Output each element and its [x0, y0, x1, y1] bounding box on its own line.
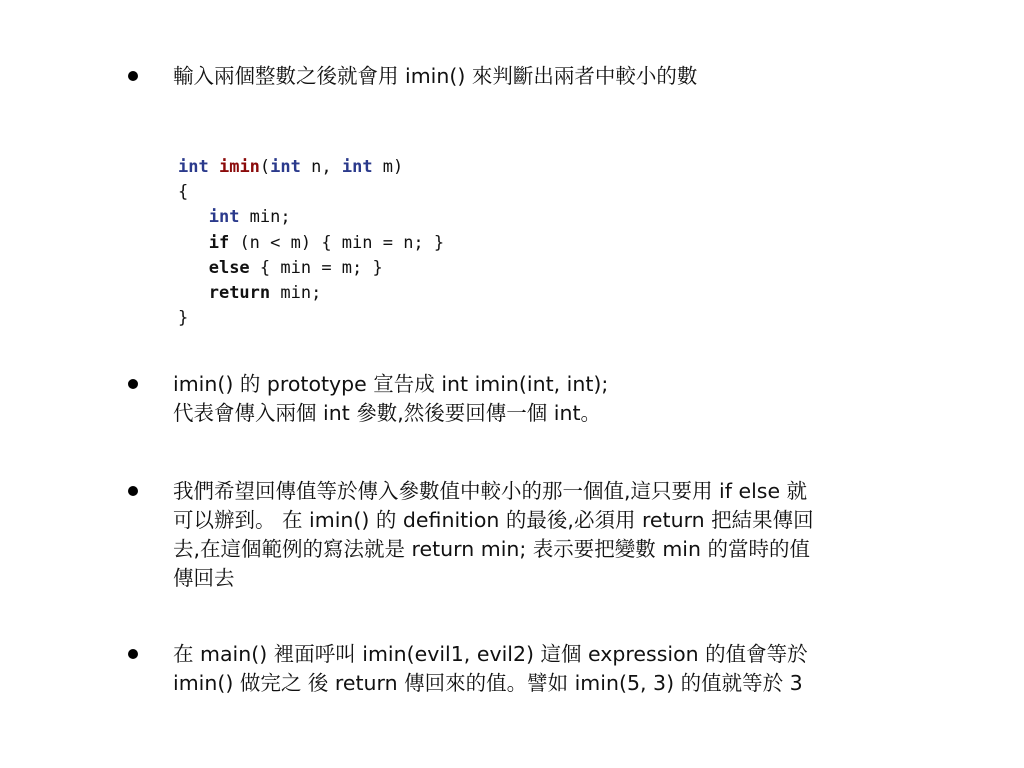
code-indent [178, 283, 209, 303]
code-token: n, [300, 157, 342, 177]
code-token: (n < m) { min = n; } [229, 232, 445, 253]
code-token-type: int [208, 207, 240, 228]
code-token: min; [270, 282, 322, 303]
code-token-keyword: else [208, 257, 250, 278]
code-indent [178, 258, 209, 278]
code-token-function: imin [218, 157, 260, 177]
code-line-4 [178, 231, 444, 256]
bullet-icon [128, 649, 138, 659]
code-token-type: int [270, 157, 301, 177]
code-token-type: int [178, 157, 209, 177]
code-indent [178, 233, 209, 253]
code-token-keyword: if [208, 232, 230, 253]
bullet-icon [128, 71, 138, 81]
bullet-text: 我們希望回傳值等於傳入參數值中較小的那一個值,這只要用 if else 就 可以辦到。 在 imin() 的 definition 的最後,必須用 return 把結果傳回 去,在這個範例的寫法就是 return min; 表示要把變數 min 的當時的值 傳回去 [173, 479, 814, 590]
code-line-6 [178, 281, 444, 306]
code-token: m) [372, 157, 404, 177]
bullet-icon [128, 379, 138, 389]
code-line-5 [178, 256, 444, 281]
code-token: { min = m; } [249, 257, 383, 278]
code-line-2: { [178, 182, 189, 203]
bullet-text: imin() 的 prototype 宣告成 int imin(int, int); 代表會傳入兩個 int 參數,然後要回傳一個 int。 [173, 372, 609, 425]
code-indent [178, 207, 209, 227]
bullet-text: 輸入兩個整數之後就會用 imin() 來判斷出兩者中較小的數 [173, 64, 698, 88]
code-line-7: } [178, 308, 189, 329]
code-token [209, 157, 219, 177]
code-token-keyword: return [208, 282, 271, 303]
code-block [178, 155, 444, 331]
code-line-1 [178, 155, 444, 180]
bullet-icon [128, 486, 138, 496]
code-token-type: int [341, 157, 373, 177]
code-line-3 [178, 205, 444, 230]
code-token: ( [259, 157, 271, 177]
code-token: min; [239, 207, 291, 228]
bullet-text: 在 main() 裡面呼叫 imin(evil1, evil2) 這個 expression 的值會等於 imin() 做完之 後 return 傳回來的值。譬如 imin(5, 3) 的值就等於 3 [173, 642, 808, 695]
